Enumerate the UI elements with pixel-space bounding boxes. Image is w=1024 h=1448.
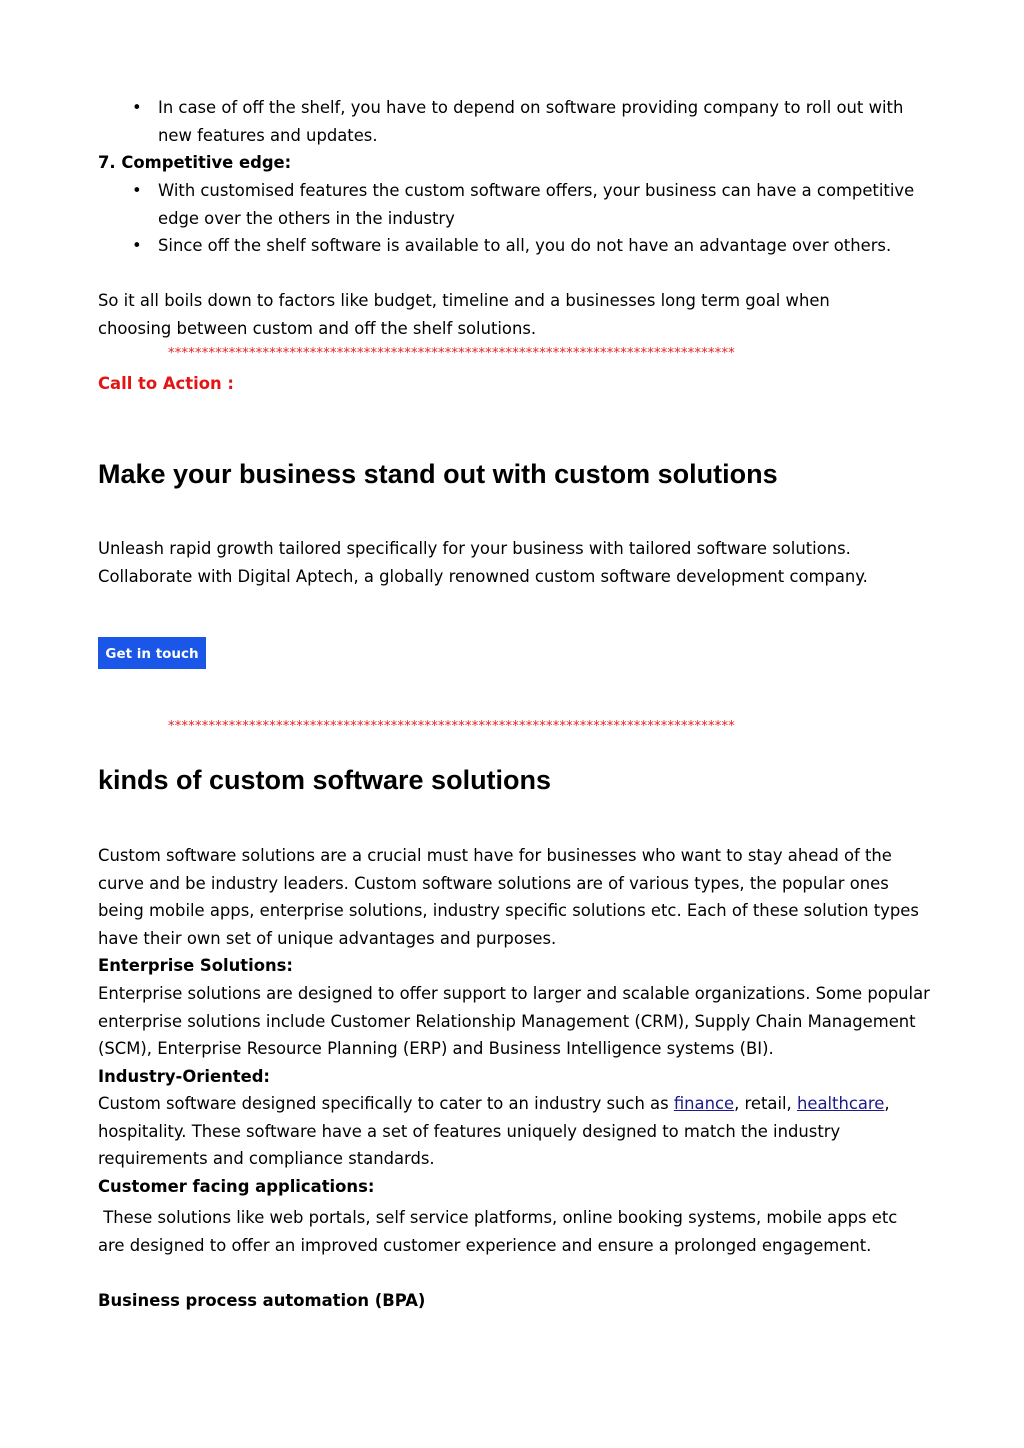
get-in-touch-button[interactable]: Get in touch (98, 637, 206, 669)
cta-heading: Make your business stand out with custom solutions (98, 459, 778, 489)
call-to-action-label: Call to Action : (98, 374, 234, 393)
bullet-text: In case of off the shelf, you have to depend on software providing company to roll out with new features and updates. (158, 98, 904, 145)
bullet-glyph: • (132, 98, 142, 117)
list-item (98, 177, 928, 232)
bullet-list-updates (98, 94, 928, 149)
customer-body: These solutions like web portals, self service platforms, online booking systems, mobile apps etc are designed to offer an improved customer experience and ensure a prolonged engagement. (98, 1208, 903, 1255)
industry-text-pre: Custom software designed specifically to cater to an industry such as (98, 1094, 674, 1113)
bullet-glyph: • (132, 236, 142, 256)
kinds-heading: kinds of custom software solutions (98, 765, 552, 795)
enterprise-heading: Enterprise Solutions: (98, 956, 293, 975)
divider-stars-top: ************************************************************************************ (168, 346, 735, 361)
cta-body: Unleash rapid growth tailored specifically for your business with tailored software solutions. Collaborate with Digital Aptech, a globally renowned custom software development company. (98, 539, 868, 586)
customer-heading: Customer facing applications: (98, 1177, 375, 1196)
bullet-text: Since off the shelf software is available to all, you do not have an advantage over others. (158, 236, 892, 256)
list-item (98, 94, 928, 149)
kinds-intro: Custom software solutions are a crucial must have for businesses who want to stay ahead of the curve and be industry leaders. Custom software solutions are of various types, the popular ones being mobile apps, enterprise solutions, industry specific solutions etc. Each of these solution types have their own set of unique advantages and purposes. (98, 846, 919, 949)
industry-text-post: , hospitality. These software have a set of features uniquely designed to match the industry requirements and compliance standards. (98, 1094, 890, 1169)
summary-paragraph: So it all boils down to factors like budget, timeline and a businesses long term goal when choosing between custom and off the shelf solutions. (98, 291, 830, 338)
divider-stars-bottom: ************************************************************************************ (168, 719, 735, 734)
bullet-list-competitive (98, 177, 928, 260)
bullet-text: With customised features the custom software offers, your business can have a competitive edge over the others in the industry (158, 181, 915, 228)
healthcare-link[interactable]: healthcare (796, 1094, 885, 1113)
industry-text-mid: , retail, (734, 1094, 797, 1113)
industry-heading: Industry-Oriented: (98, 1067, 270, 1086)
industry-body (98, 1090, 928, 1173)
finance-link[interactable]: finance (673, 1094, 735, 1113)
list-item (98, 232, 928, 260)
heading-competitive-edge: 7. Competitive edge: (98, 153, 292, 172)
bullet-glyph: • (132, 181, 142, 200)
bpa-heading: Business process automation (BPA) (98, 1291, 426, 1310)
enterprise-body: Enterprise solutions are designed to offer support to larger and scalable organizations. Some popular enterprise solutions include Customer Relationship Management (CRM), Supply Chain Management (SCM), Enterprise Resource Planning (ERP) and Business Intelligence systems (BI). (98, 984, 930, 1059)
